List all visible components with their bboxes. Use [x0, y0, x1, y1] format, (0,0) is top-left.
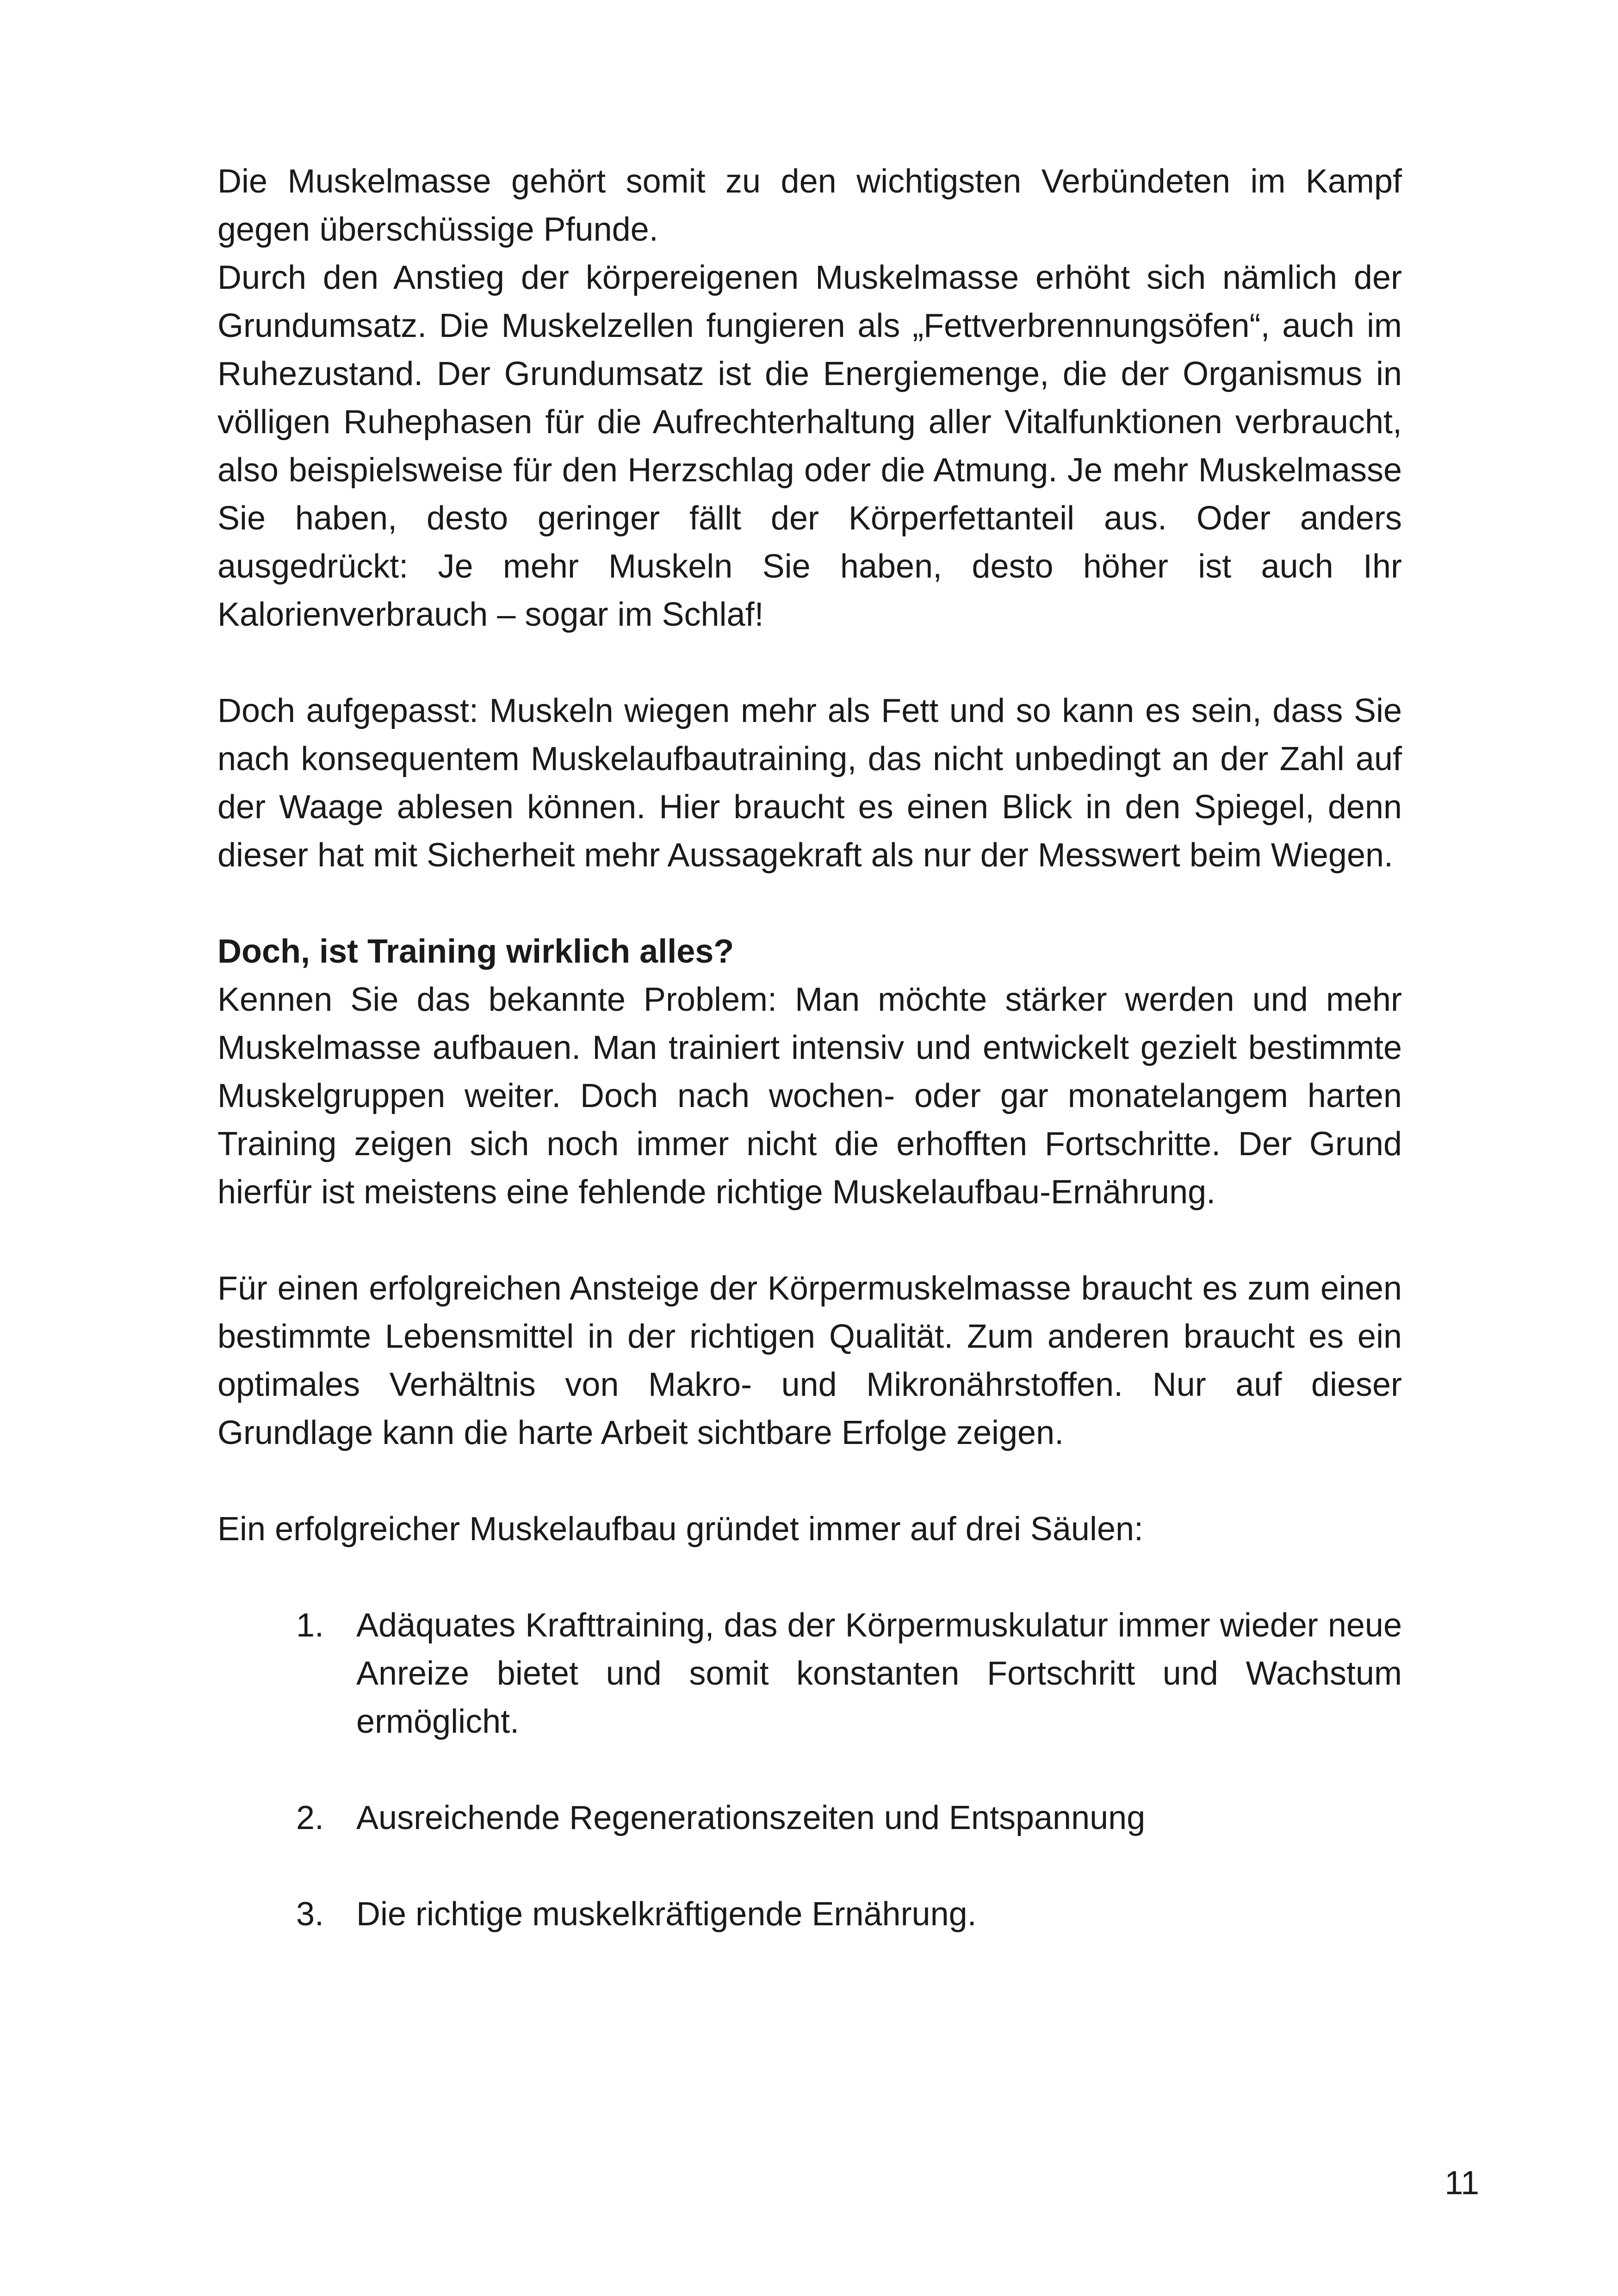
paragraph-spacer [217, 1457, 1402, 1505]
list-item-number: 2. [296, 1799, 324, 1836]
list-item [217, 1601, 1402, 1746]
paragraph-aufgepasst: Doch aufgepasst: Muskeln wiegen mehr als Fett und so kann es sein, dass Sie nach konsequentem Muskelaufbautraining, das nicht unbedingt an der Zahl auf der Waage ablesen können. Hier braucht es einen Blick in den Spiegel, denn dieser hat mit Sicherheit mehr Aussagekraft als nur der Messwert beim Wiegen. [217, 692, 1402, 874]
paragraph-ernaehrung: Für einen erfolgreichen Ansteige der Körpermuskelmasse braucht es zum einen bestimmte Lebensmittel in der richtigen Qualität. Zum anderen braucht es ein optimales Verhältnis von Makro- und Mikronährstoffen. Nur auf dieser Grundlage kann die harte Arbeit sichtbare Erfolge zeigen. [217, 1270, 1402, 1451]
list-item-number: 3. [296, 1896, 324, 1933]
paragraph-spacer [217, 639, 1402, 687]
paragraph-spacer [217, 1553, 1402, 1601]
paragraph-grundumsatz: Durch den Anstieg der körpereigenen Muskelmasse erhöht sich nämlich der Grundumsatz. Die Muskelzellen fungieren als „Fettverbrennungsöfen“, auch im Ruhezustand. Der Grundumsatz ist die Energiemenge, die der Organismus in völligen Ruhephasen für die Aufrechterhaltung aller Vitalfunktionen verbraucht, also beispielsweise für den Herzschlag oder die Atmung. Je mehr Muskelmasse Sie haben, desto geringer fällt der Körperfettanteil aus. Oder anders ausgedrückt: Je mehr Muskeln Sie haben, desto höher ist auch Ihr Kalorienverbrauch – sogar im Schlaf! [217, 259, 1402, 633]
paragraph-problem: Kennen Sie das bekannte Problem: Man möchte stärker werden und mehr Muskelmasse aufbauen. Man trainiert intensiv und entwickelt gezielt bestimmte Muskelgruppen weiter. Doch nach wochen- oder gar monatelangem harten Training zeigen sich noch immer nicht die erhofften Fortschritte. Der Grund hierfür ist meistens eine fehlende richtige Muskelaufbau-Ernährung. [217, 981, 1402, 1211]
list-item-number: 1. [296, 1607, 324, 1644]
list-spacer [217, 1842, 1402, 1890]
page-number: 11 [1444, 2165, 1479, 2202]
list-item-text: Die richtige muskelkräftigende Ernährung. [356, 1896, 977, 1933]
paragraph-spacer [217, 1216, 1402, 1264]
section-heading: Doch, ist Training wirklich alles? [217, 933, 734, 970]
list-item [217, 1794, 1402, 1842]
numbered-list [217, 1601, 1402, 1938]
document-page [217, 157, 1402, 1938]
paragraph-saeulen-intro: Ein erfolgreicher Muskelaufbau gründet immer auf drei Säulen: [217, 1511, 1144, 1548]
list-spacer [217, 1746, 1402, 1794]
paragraph-spacer [217, 879, 1402, 927]
list-item [217, 1890, 1402, 1938]
list-item-text: Adäquates Krafttraining, das der Körpermuskulatur immer wieder neue Anreize bietet und somit konstanten Fortschritt und Wachstum ermöglicht. [356, 1607, 1402, 1740]
paragraph-intro: Die Muskelmasse gehört somit zu den wichtigsten Verbündeten im Kampf gegen überschüssige Pfunde. [217, 163, 1402, 248]
list-item-text: Ausreichende Regenerationszeiten und Entspannung [356, 1799, 1146, 1836]
